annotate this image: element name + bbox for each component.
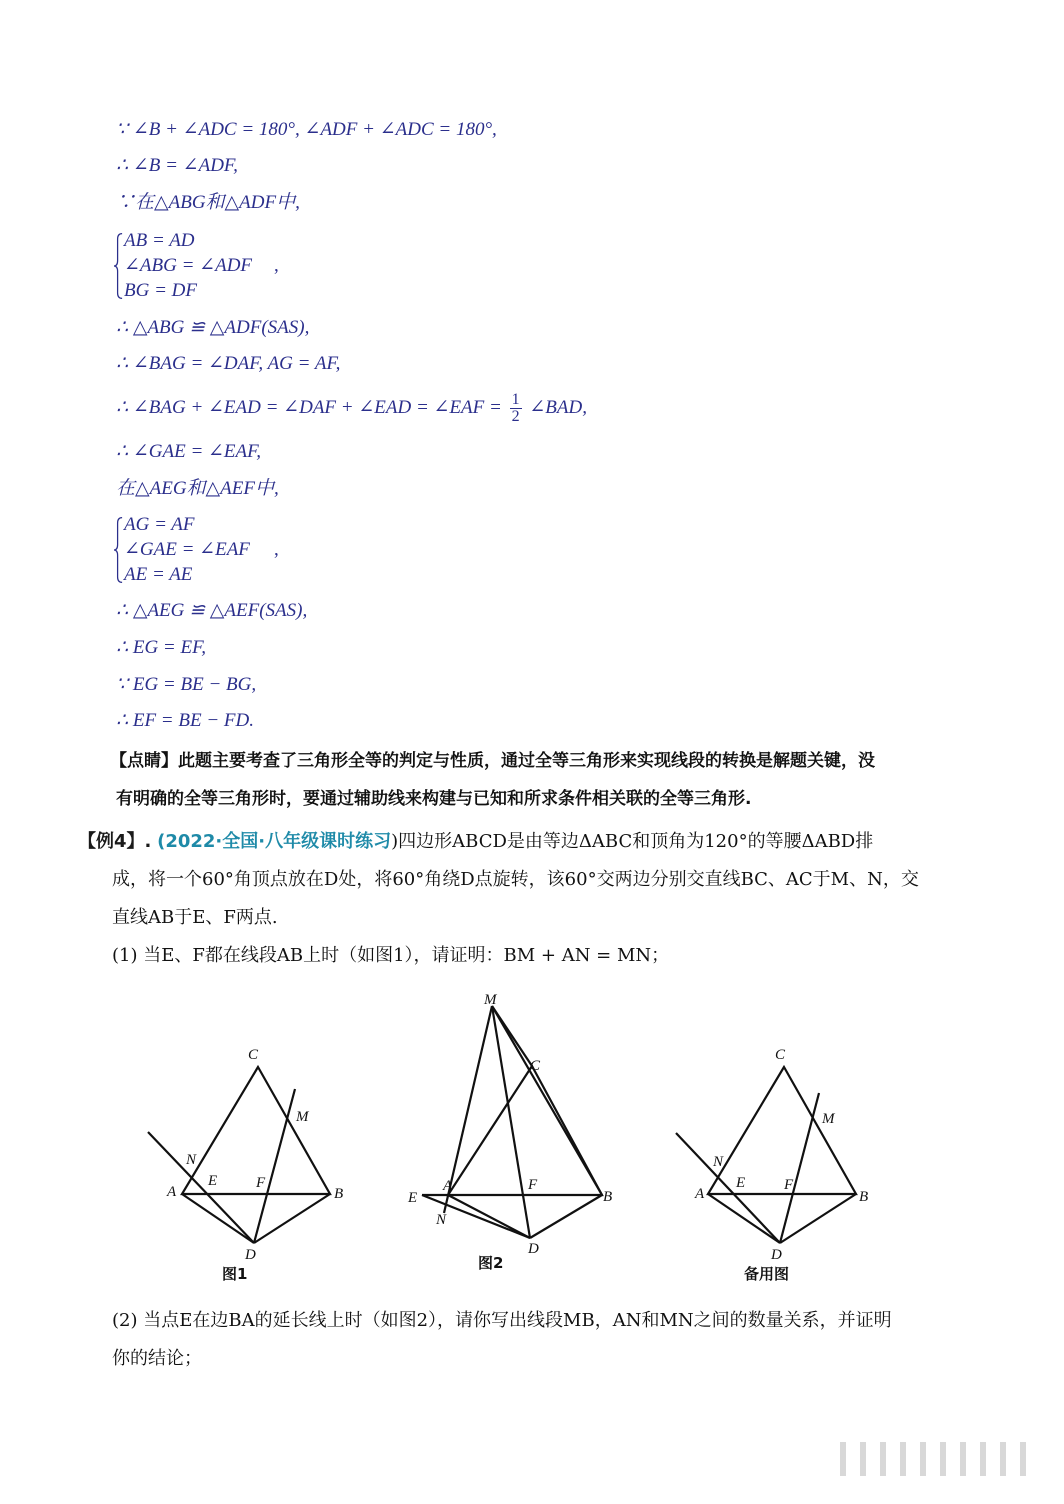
system-row: AG = AF: [124, 514, 195, 535]
system-row: AE = AE: [124, 564, 193, 585]
fraction-one-half: [510, 392, 522, 425]
proof-line-5: ∴ ∠BAG = ∠DAF, AG = AF,: [116, 353, 341, 374]
example-text: )四边形ABCD是由等边ΔABC和顶角为120°的等腰ΔABD排: [391, 831, 874, 852]
scan-edge-marks: [830, 1440, 1040, 1480]
point-label: B: [334, 1186, 344, 1202]
example-text: 成，将一个60°角顶点放在D处，将60°角绕D点旋转，该60°交两边分别交直线BC、AC于M、N，交: [112, 869, 919, 890]
system-comma: ,: [274, 255, 279, 276]
example-source: (2022·全国·八年级课时练习: [157, 831, 392, 852]
figure-caption: 图2: [478, 1254, 504, 1272]
comment-block: [110, 742, 990, 818]
system-row: ∠ABG = ∠ADF: [124, 255, 253, 276]
system-row: ∠GAE = ∠EAF: [124, 539, 250, 560]
segment-ad: [448, 1195, 530, 1238]
figure-1-diagram: [140, 1035, 360, 1265]
point-label: N: [713, 1154, 724, 1170]
segment-ad: [182, 1194, 254, 1243]
figure-2: [400, 988, 630, 1278]
point-label: E: [208, 1173, 218, 1189]
proof-line-1: ∵ ∠B + ∠ADC = 180°, ∠ADF + ∠ADC = 180°,: [116, 119, 497, 140]
brace-icon: [114, 228, 123, 304]
question-2: [112, 1302, 1012, 1378]
segment-bd: [530, 1195, 602, 1238]
figure-caption: 图1: [222, 1265, 248, 1283]
point-label: C: [530, 1058, 541, 1074]
point-label: A: [167, 1184, 177, 1200]
point-label: F: [256, 1175, 266, 1191]
point-label: N: [186, 1152, 197, 1168]
ray-dn: [148, 1132, 254, 1243]
question-2-line-1: (2) 当点E在边BA的延长线上时（如图2），请你写出线段MB，AN和MN之间的数量关系，并证明: [112, 1310, 892, 1331]
equation-part: ∴ ∠BAG + ∠EAD = ∠DAF + ∠EAD = ∠EAF =: [116, 396, 502, 418]
point-label: C: [248, 1047, 259, 1063]
example-4-statement: [78, 823, 998, 975]
point-label: M: [822, 1111, 835, 1127]
point-label: D: [528, 1241, 539, 1257]
point-label: C: [775, 1047, 786, 1063]
equation-part: ∠BAD,: [529, 396, 587, 418]
example-label: 【例4】.: [78, 831, 152, 852]
brace-icon: [114, 512, 123, 588]
point-label: A: [443, 1178, 453, 1194]
triangle-abc: [708, 1067, 856, 1194]
question-1: (1) 当E、F都在线段AB上时（如图1），请证明：BM + AN = MN；: [112, 945, 670, 966]
proof-line-6: [116, 392, 587, 425]
point-label: N: [436, 1212, 447, 1228]
fraction-denominator: 2: [511, 408, 520, 425]
point-label: B: [859, 1189, 869, 1205]
proof-line-2: ∴ ∠B = ∠ADF,: [116, 155, 238, 176]
proof-line-7: ∴ ∠GAE = ∠EAF,: [116, 441, 262, 462]
equation-system-1: [114, 228, 314, 304]
point-label: M: [296, 1109, 309, 1125]
proof-line-3: ∵在△ABG和△ADF中,: [116, 192, 300, 213]
point-label: M: [484, 992, 497, 1008]
figure-caption: 备用图: [744, 1265, 790, 1283]
fraction-numerator: 1: [511, 391, 520, 408]
figure-3-diagram: [668, 1037, 888, 1267]
system-comma: ,: [274, 539, 279, 560]
point-label: D: [245, 1247, 256, 1263]
proof-line-8: 在△AEG和△AEF中,: [116, 478, 279, 499]
proof-line-11: ∵ EG = BE − BG,: [116, 674, 257, 695]
proof-line-4: ∴ △ABG ≌ △ADF(SAS),: [116, 317, 310, 338]
point-label: E: [736, 1175, 746, 1191]
figure-2-diagram: [400, 988, 630, 1258]
point-label: A: [695, 1186, 705, 1202]
point-label: F: [528, 1177, 538, 1193]
equation-system-2: [114, 512, 314, 588]
triangle-abc: [448, 1066, 602, 1195]
proof-line-12: ∴ EF = BE − FD.: [116, 710, 254, 731]
proof-line-9: ∴ △AEG ≌ △AEF(SAS),: [116, 600, 308, 621]
system-row: AB = AD: [124, 230, 195, 251]
point-label: F: [784, 1177, 794, 1193]
proof-line-10: ∴ EG = EF,: [116, 637, 206, 658]
system-row: BG = DF: [124, 280, 197, 301]
question-2-line-2: 你的结论；: [112, 1348, 202, 1369]
example-text: 直线AB于E、F两点.: [112, 907, 278, 928]
point-label: E: [408, 1190, 418, 1206]
point-label: B: [603, 1189, 613, 1205]
point-label: D: [771, 1247, 782, 1263]
figure-3: [668, 1037, 888, 1297]
figure-1: [140, 1035, 360, 1285]
comment-line-1: 【点睛】此题主要考查了三角形全等的判定与性质，通过全等三角形来实现线段的转换是解题关键，没: [110, 751, 875, 771]
comment-line-2: 有明确的全等三角形时，要通过辅助线来构建与已知和所求条件相关联的全等三角形.: [116, 789, 752, 809]
ray-dn: [676, 1133, 780, 1243]
segment-ad: [708, 1194, 780, 1243]
